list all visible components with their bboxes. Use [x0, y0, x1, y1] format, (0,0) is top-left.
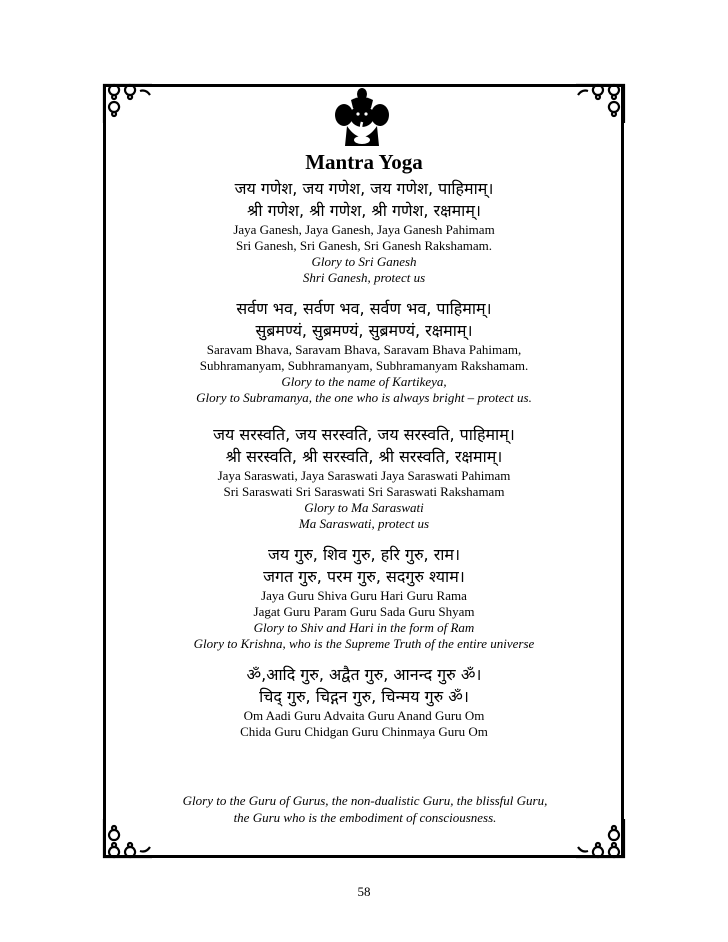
page-title: Mantra Yoga: [305, 150, 423, 174]
meaning-line: Ma Saraswati, protect us: [298, 516, 430, 531]
transliteration-line: Subhramanyam, Subhramanyam, Subhramanyam Rakshamam.: [199, 358, 529, 373]
mantra-content: [150, 150, 578, 740]
devanagari-line: जगत गुरु, परम गुरु, सदगुरु श्याम।: [263, 567, 465, 586]
meaning-line: Glory to Subramanya, the one who is always bright – protect us.: [196, 390, 532, 405]
devanagari-line: चिद् गुरु, चिद्गन गुरु, चिन्मय गुरु ॐ।: [259, 687, 469, 706]
meaning-line: the Guru who is the embodiment of consciousness.: [233, 810, 497, 825]
transliteration-line: Sri Ganesh, Sri Ganesh, Sri Ganesh Rakshamam.: [236, 238, 492, 253]
devanagari-line: जय सरस्वति, जय सरस्वति, जय सरस्वति, पाहिमाम्।: [213, 425, 515, 444]
meaning-line: Glory to Krishna, who is the Supreme Truth of the entire universe: [193, 636, 535, 651]
transliteration-line: Jaya Guru Shiva Guru Hari Guru Rama: [261, 588, 467, 603]
transliteration-line: Jagat Guru Param Guru Sada Guru Shyam: [253, 604, 475, 619]
meaning-line: Shri Ganesh, protect us: [302, 270, 426, 285]
transliteration-line: Saravam Bhava, Saravam Bhava, Saravam Bhava Pahimam,: [206, 342, 522, 357]
meaning-line: Glory to the Guru of Gurus, the non-dualistic Guru, the blissful Guru,: [182, 793, 548, 808]
transliteration-line: Om Aadi Guru Advaita Guru Anand Guru Om: [243, 708, 485, 723]
mantra-ganesh: [150, 178, 578, 286]
devanagari-line: जय गुरु, शिव गुरु, हरि गुरु, राम।: [267, 545, 461, 564]
mantra-saraswati: [150, 424, 578, 532]
transliteration-line: Jaya Saraswati, Jaya Saraswati Jaya Saraswati Pahimam: [217, 468, 511, 483]
mantra-guru: [150, 544, 578, 652]
devanagari-line: श्री गणेश, श्री गणेश, श्री गणेश, रक्षमाम्।: [247, 201, 481, 220]
mantra-adi-guru: [150, 664, 578, 740]
meaning-line: Glory to Ma Saraswati: [304, 500, 424, 515]
devanagari-line: ॐ,आदि गुरु, अद्वैत गुरु, आनन्द गुरु ॐ।: [246, 665, 482, 684]
devanagari-line: सर्वण भव, सर्वण भव, सर्वण भव, पाहिमाम्।: [236, 299, 492, 318]
meaning-line: Glory to the name of Kartikeya,: [281, 374, 447, 389]
devanagari-line: सुब्रमण्यं, सुब्रमण्यं, सुब्रमण्यं, रक्षमाम्।: [255, 321, 473, 340]
meaning-line: Glory to Shiv and Hari in the form of Ram: [253, 620, 475, 635]
corner-ornament-top-right: [572, 81, 628, 127]
transliteration-line: Sri Saraswati Sri Saraswati Sri Saraswati Rakshamam: [223, 484, 505, 499]
ganesha-icon: [333, 88, 391, 148]
meaning-line: Glory to Sri Ganesh: [311, 254, 417, 269]
corner-ornament-top-left: [100, 81, 156, 127]
page-number: 58: [357, 884, 371, 899]
devanagari-line: श्री सरस्वति, श्री सरस्वति, श्री सरस्वति, रक्षमाम्।: [225, 447, 503, 466]
mantra-subramanya: [150, 298, 578, 406]
transliteration-line: Chida Guru Chidgan Guru Chinmaya Guru Om: [240, 724, 488, 739]
devanagari-line: जय गणेश, जय गणेश, जय गणेश, पाहिमाम्।: [234, 179, 494, 198]
final-meaning: [130, 792, 600, 826]
transliteration-line: Jaya Ganesh, Jaya Ganesh, Jaya Ganesh Pahimam: [233, 222, 495, 237]
